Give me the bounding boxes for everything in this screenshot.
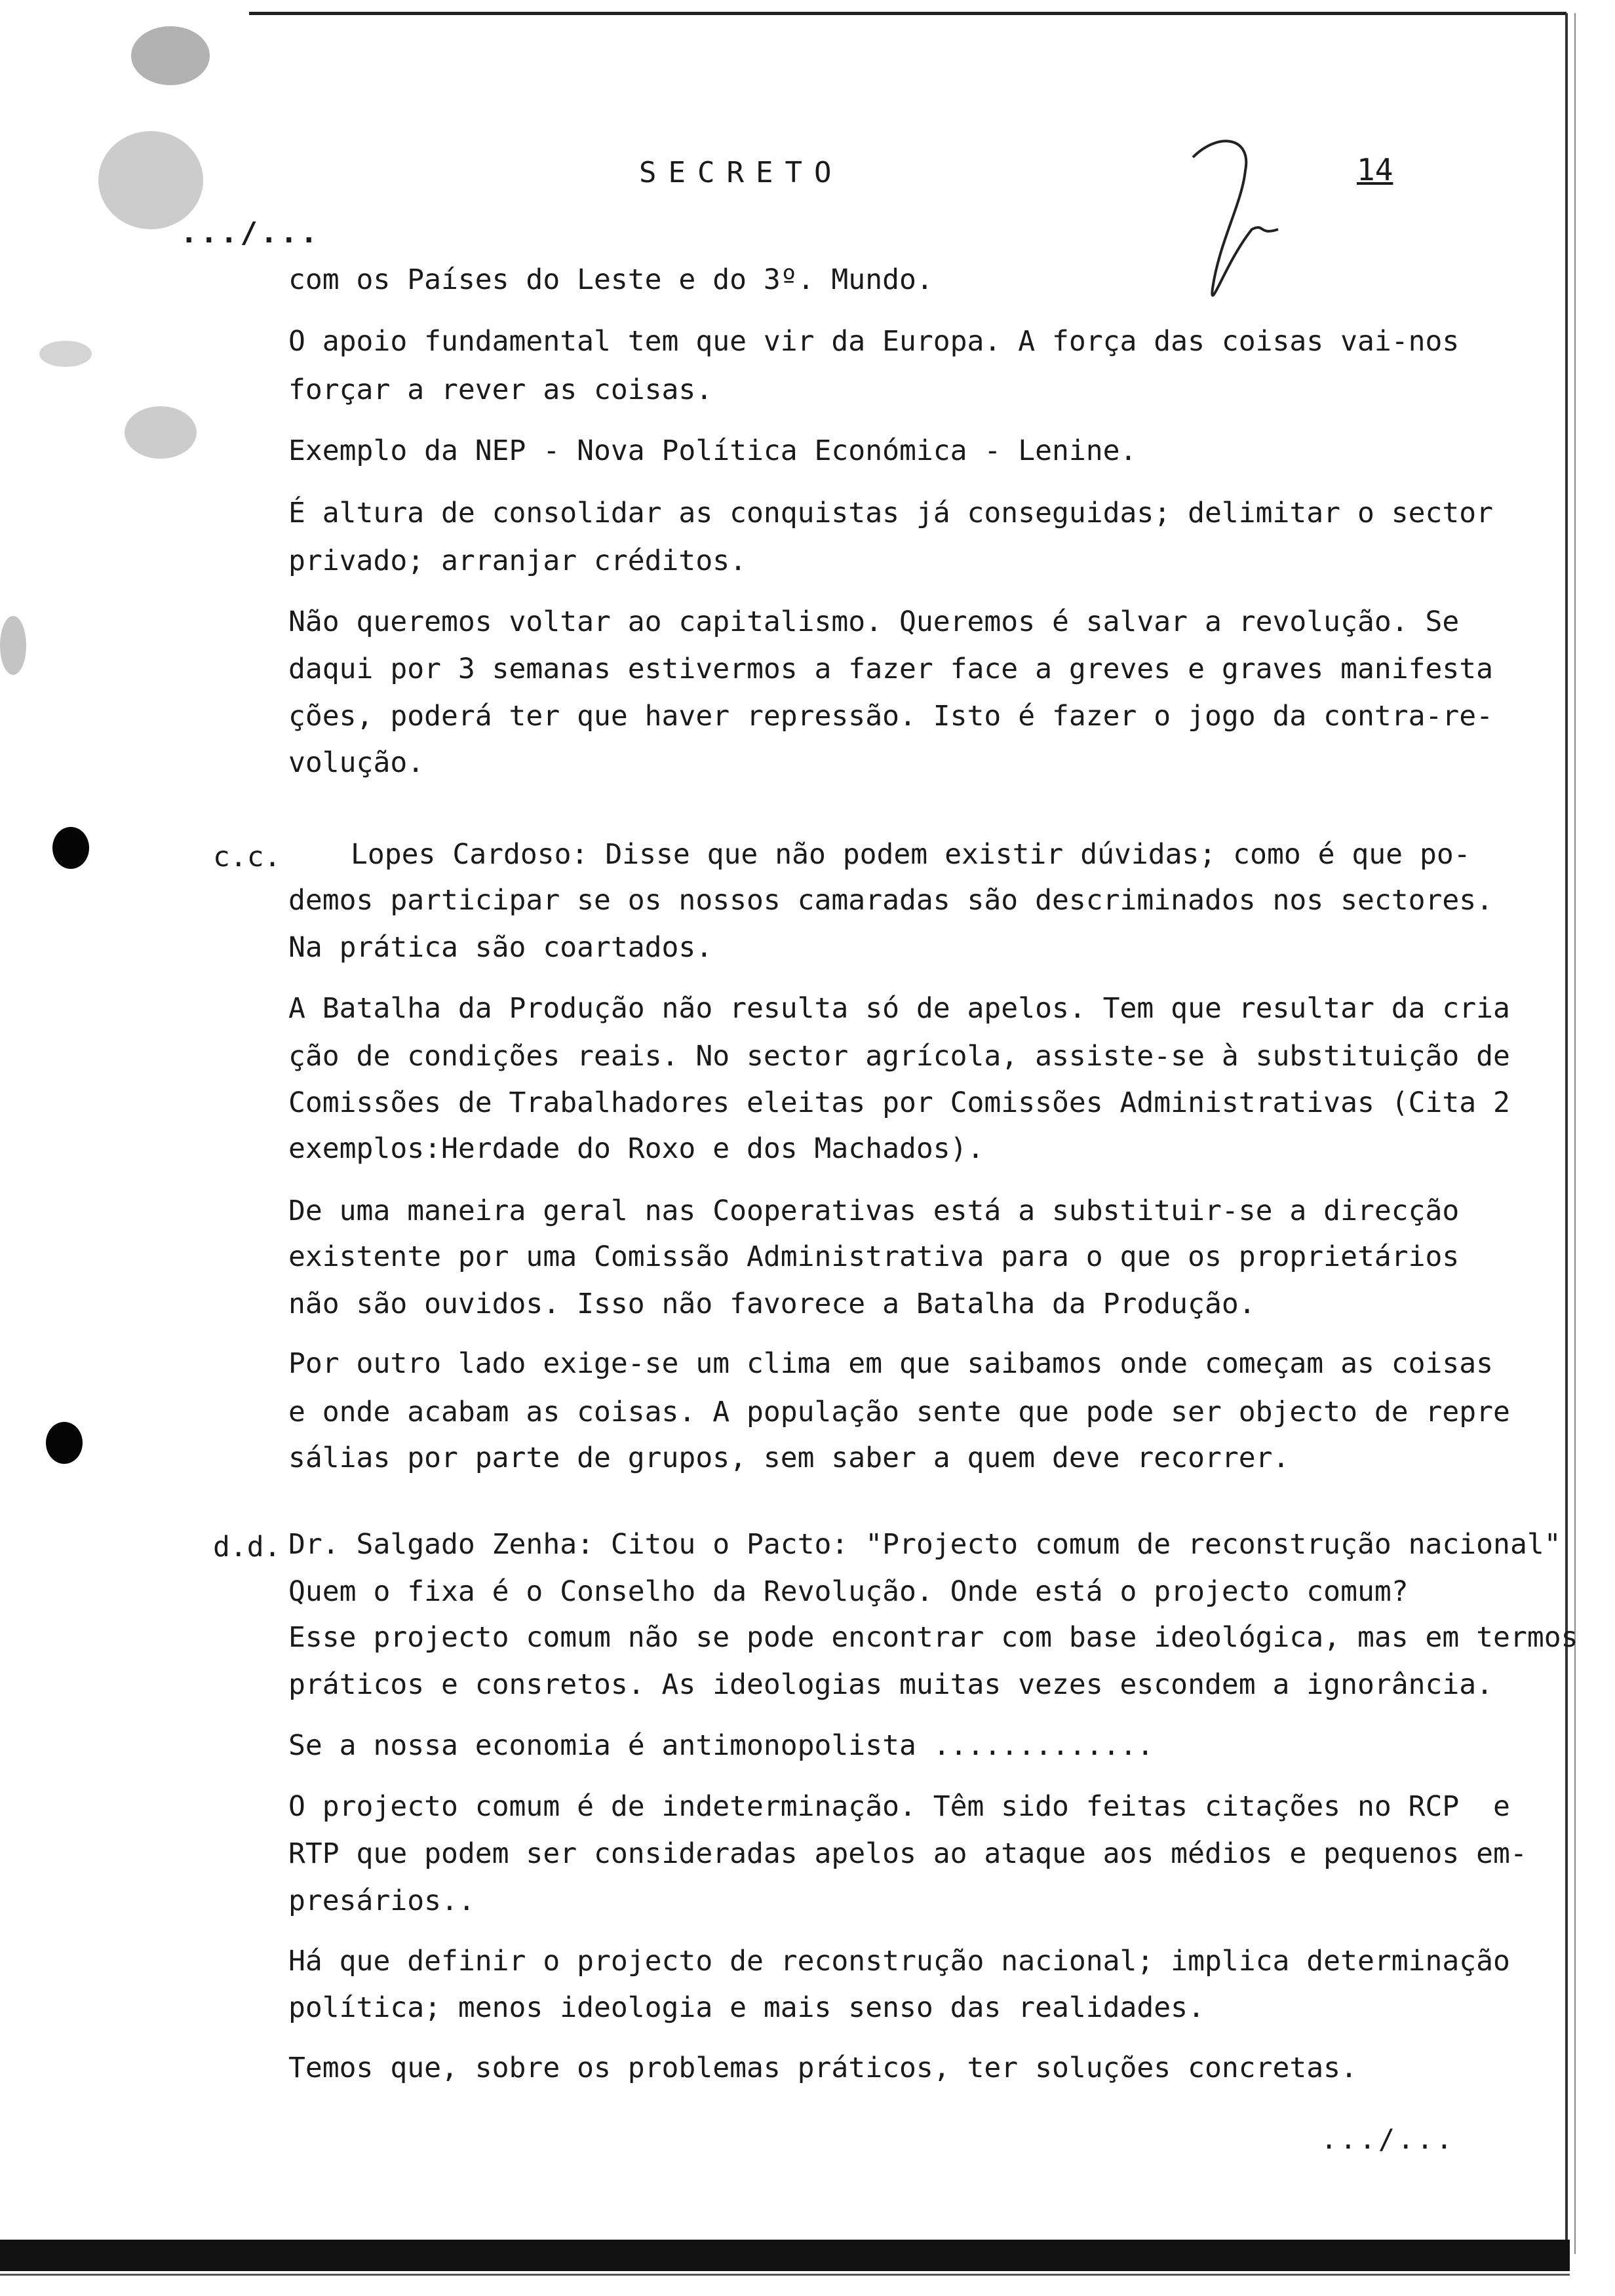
text-line: É altura de consolidar as conquistas já conseguidas; delimitar o sector <box>288 497 1494 529</box>
continuation-marker-top: .../... <box>180 216 321 250</box>
scan-speckle <box>125 406 197 459</box>
text-line: política; menos ideologia e mais senso das realidades. <box>288 1991 1205 2024</box>
text-line: O projecto comum é de indeterminação. Têm sido feitas citações no RCP e <box>288 1790 1510 1823</box>
text-line: Quem o fixa é o Conselho da Revolução. Onde está o projecto comum? <box>288 1575 1409 1608</box>
text-line: Na prática são coartados. <box>288 931 713 964</box>
text-line: presários.. <box>288 1885 475 1917</box>
text-line: Comissões de Trabalhadores eleitas por Comissões Administrativas (Cita 2 <box>288 1086 1510 1119</box>
scan-top-edge <box>249 12 1566 15</box>
scan-speckle <box>131 26 210 85</box>
text-line: Há que definir o projecto de reconstrução nacional; implica determinação <box>288 1945 1510 1978</box>
continuation-marker-bottom: .../... <box>1321 2123 1456 2155</box>
text-line: sálias por parte de grupos, sem saber a quem deve recorrer. <box>288 1442 1290 1474</box>
punch-hole <box>46 1422 83 1464</box>
scan-speckle <box>98 131 203 229</box>
text-line: privado; arranjar créditos. <box>288 545 747 577</box>
text-line: De uma maneira geral nas Cooperativas está a substituir-se a direcção <box>288 1195 1460 1227</box>
text-line: A Batalha da Produção não resulta só de apelos. Tem que resultar da cria <box>288 992 1510 1025</box>
text-line: existente por uma Comissão Administrativa para o que os proprietários <box>288 1240 1460 1273</box>
text-line: e onde acabam as coisas. A população sente que pode ser objecto de repre <box>288 1396 1510 1428</box>
scan-bottom-band <box>0 2240 1570 2271</box>
text-line: volução. <box>288 746 425 779</box>
scan-right-edge-inner <box>1574 13 1576 2254</box>
text-line: Se a nossa economia é antimonopolista ............. <box>288 1729 1154 1762</box>
text-line: O apoio fundamental tem que vir da Europa. A força das coisas vai-nos <box>288 325 1460 358</box>
text-line: não são ouvidos. Isso não favorece a Batalha da Produção. <box>288 1288 1256 1320</box>
text-line: Não queremos voltar ao capitalismo. Queremos é salvar a revolução. Se <box>288 605 1460 638</box>
text-line: demos participar se os nossos camaradas são descriminados nos sectores. <box>288 884 1494 917</box>
text-line: com os Países do Leste e do 3º. Mundo. <box>288 263 933 296</box>
text-line: daqui por 3 semanas estivermos a fazer face a greves e graves manifesta <box>288 653 1494 685</box>
text-line: Dr. Salgado Zenha: Citou o Pacto: "Projecto comum de reconstrução nacional" <box>288 1528 1561 1561</box>
text-line: Exemplo da NEP - Nova Política Económica - Lenine. <box>288 434 1137 467</box>
item-label-cc: c.c. <box>213 841 281 873</box>
text-line: Esse projecto comum não se pode encontrar com base ideológica, mas em termos <box>288 1621 1578 1654</box>
text-line: Lopes Cardoso: Disse que não podem existir dúvidas; como é que po- <box>351 838 1471 871</box>
scan-right-edge <box>1565 13 1568 2254</box>
classification-header: SECRETO <box>639 156 844 189</box>
text-line: ções, poderá ter que haver repressão. Isto é fazer o jogo da contra-re- <box>288 700 1494 733</box>
text-line: RTP que podem ser consideradas apelos ao ataque aos médios e pequenos em- <box>288 1837 1527 1870</box>
text-line: Temos que, sobre os problemas práticos, ter soluções concretas. <box>288 2052 1357 2084</box>
text-line: ção de condições reais. No sector agrícola, assiste-se à substituição de <box>288 1040 1510 1073</box>
page-number: 14 <box>1357 152 1393 187</box>
text-line: práticos e consretos. As ideologias muitas vezes escondem a ignorância. <box>288 1668 1494 1701</box>
text-line: exemplos:Herdade do Roxo e dos Machados). <box>288 1132 984 1165</box>
punch-hole <box>52 827 89 869</box>
scan-speckle <box>39 341 92 367</box>
scan-bottom-band-line <box>0 2274 1570 2276</box>
text-line: forçar a rever as coisas. <box>288 373 713 406</box>
text-line: Por outro lado exige-se um clima em que saibamos onde começam as coisas <box>288 1347 1494 1380</box>
scan-speckle <box>0 616 26 675</box>
item-label-dd: d.d. <box>213 1531 281 1563</box>
